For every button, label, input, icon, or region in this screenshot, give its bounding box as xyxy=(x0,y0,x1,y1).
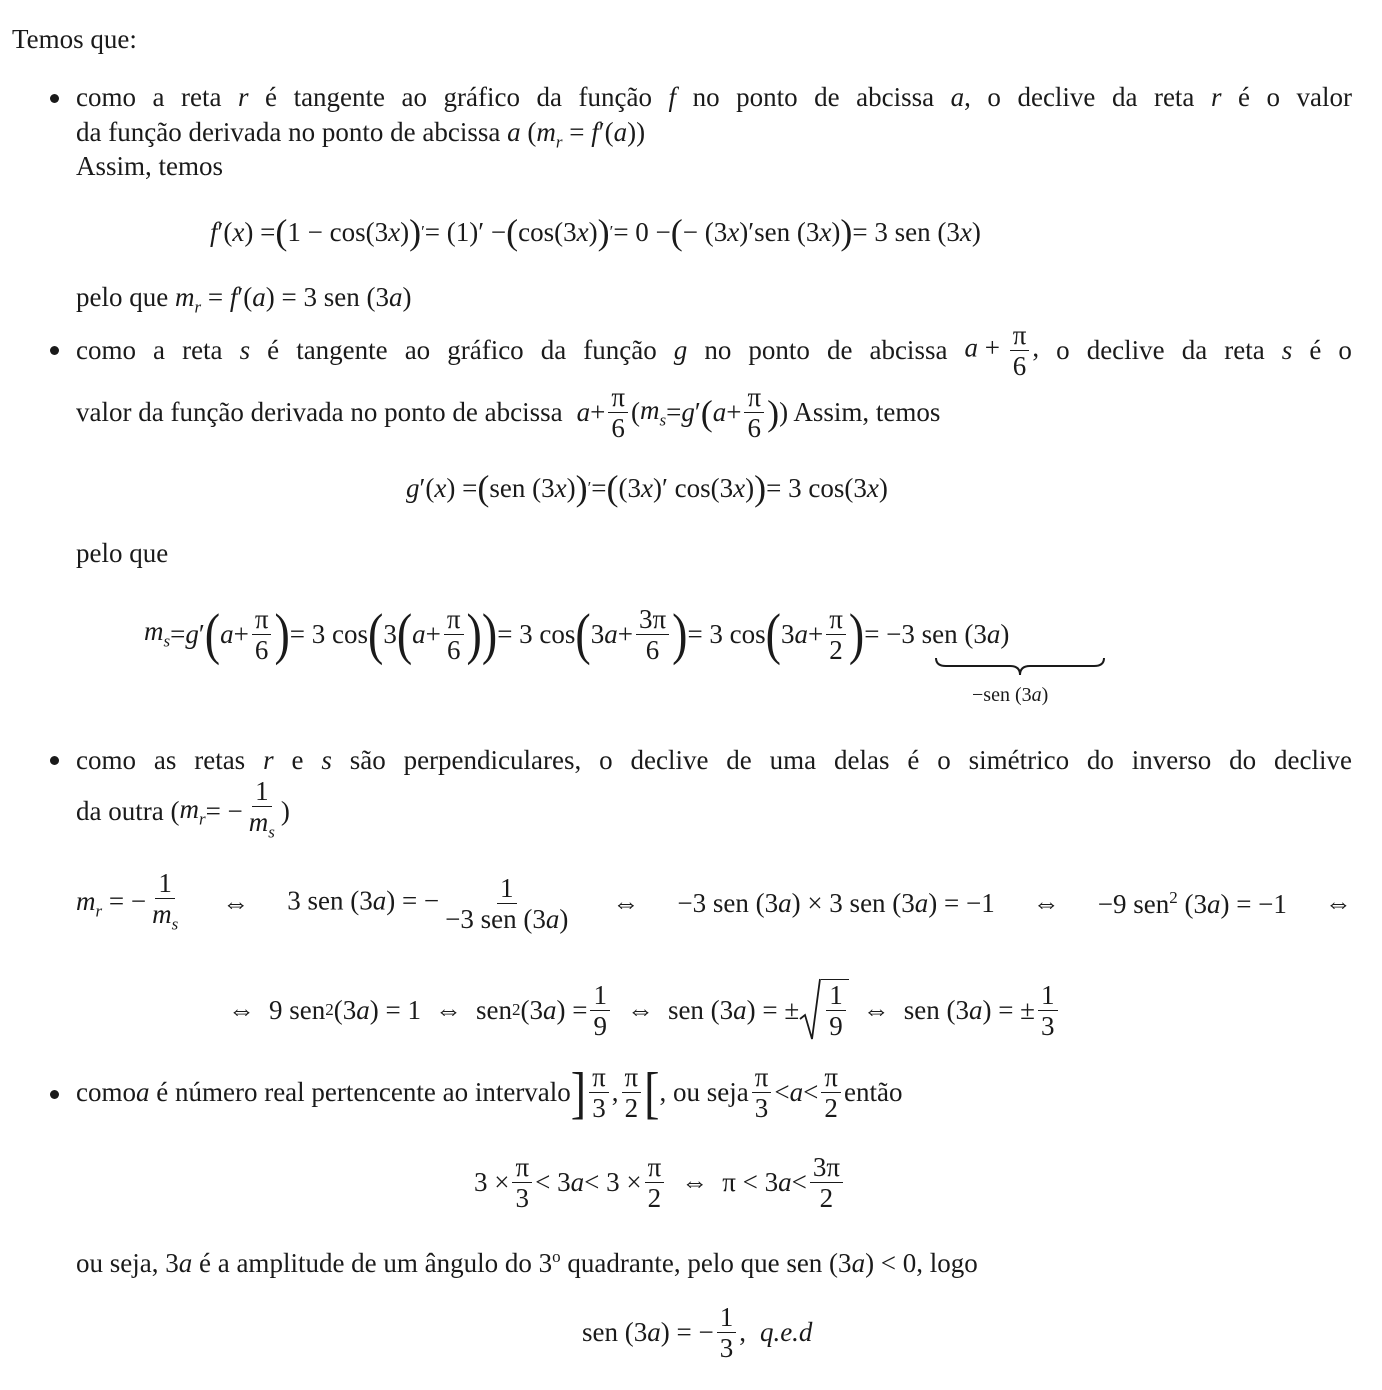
b2-mid: pelo que xyxy=(76,538,169,568)
b2-equation-2: $m_s$ = g ′ ( a + $\frac{\pi}{6}$ ) = 3 cos ( 3 ( a + $\frac{\pi}{6}$ ) ) = 3 cos ( 3 a + $\frac{3\pi}{6}$ ) = 3 cos ( 3 a + $\frac{\pi}{2}$ ) = −3 sen (3 a ) xyxy=(144,601,1010,666)
b4-equation-1: 3 × $\frac{\pi}{3}$ < 3 a < 3 × $\frac{\pi}{2}$ ⇔ π < 3 a < $\frac{3\pi}{2}$ xyxy=(474,1152,846,1213)
b3-line2: da outra ( $m_r$ = − $\frac{1}{m_s}$ ) xyxy=(76,776,290,842)
b3-equation-1: $m_r$ = − $\frac{1}{m_s}$ ⇔ 3 sen (3a) = − $\frac{1}{\text{−3 sen (3a)}}$ ⇔ −3 sen (3a) × 3 sen (3a) = −1 ⇔ −9 sen$^2$ (3a) = −1 ⇔ xyxy=(76,868,1352,935)
b2-equation-1: g ′( x ) = ( sen (3 x ) ) ′ = ( (3 x )′ cos(3 x ) ) = 3 cos(3 x ) xyxy=(406,468,888,508)
bullet-1 xyxy=(50,94,59,103)
b3-line1: como as retas r e s são perpendiculares, o declive de uma delas é o simétrico do inverso do declive xyxy=(76,745,1352,775)
b4-equation-2: sen (3 a ) = − $\frac{1}{3}$ , q.e.d xyxy=(582,1302,813,1363)
underbrace-label: −sen (3a) xyxy=(972,684,1049,706)
bullet-2 xyxy=(50,346,59,355)
b1-after: pelo que $m_r = f'(a) = 3$ sen (3a) xyxy=(76,282,412,317)
b1-equation: f ′( x ) = ( 1 − cos(3 x ) ) ′ = (1)′ − ( cos(3 x ) ) ′ = 0 − ( − (3 x )′sen (3 x ) ) = 3 sen (3 x ) xyxy=(210,212,981,252)
b1-line3: Assim, temos xyxy=(76,151,224,181)
underbrace xyxy=(934,656,1106,678)
b2-line2: valor da função derivada no ponto de abcissa a + $\frac{\pi}{6}$ ( $m_s$ = g ′ ( a + $\frac{\pi}{6}$ ) ) Assim, temos xyxy=(76,382,941,443)
b2-line1: como a reta s é tangente ao gráfico da função g no ponto de abcissa a + $\frac{\pi}{6}$ , o declive da reta s é o xyxy=(76,320,1352,381)
b4-line2: ou seja, 3a é a amplitude de um ângulo do 3$^o$ quadrante, pelo que sen (3a) < 0, logo xyxy=(76,1247,978,1278)
b1-line2: da função derivada no ponto de abcissa a $(m_r = f'(a))$ xyxy=(76,117,646,152)
b1-line1: como a reta r é tangente ao gráfico da função f no ponto de abcissa a, o declive da reta r é o valor xyxy=(76,82,1353,112)
bullet-4 xyxy=(50,1090,59,1099)
bullet-3 xyxy=(50,756,59,765)
intro-text: Temos que: xyxy=(12,24,137,54)
b4-line1: como a é número real pertencente ao intervalo ] $\frac{\pi}{3}$ , $\frac{\pi}{2}$ [ , ou seja $\frac{\pi}{3}$ < a < $\frac{\pi}{2}$ então xyxy=(76,1060,903,1124)
b3-equation-2: ⇔ 9 sen 2 (3 a ) = 1 ⇔ sen 2 (3 a ) = $\frac{1}{9}$ ⇔ sen (3 a ) = ± $\frac{1}{9}$ ⇔ sen (3 a ) = ± $\frac{1}{3}$ xyxy=(228,976,1061,1044)
